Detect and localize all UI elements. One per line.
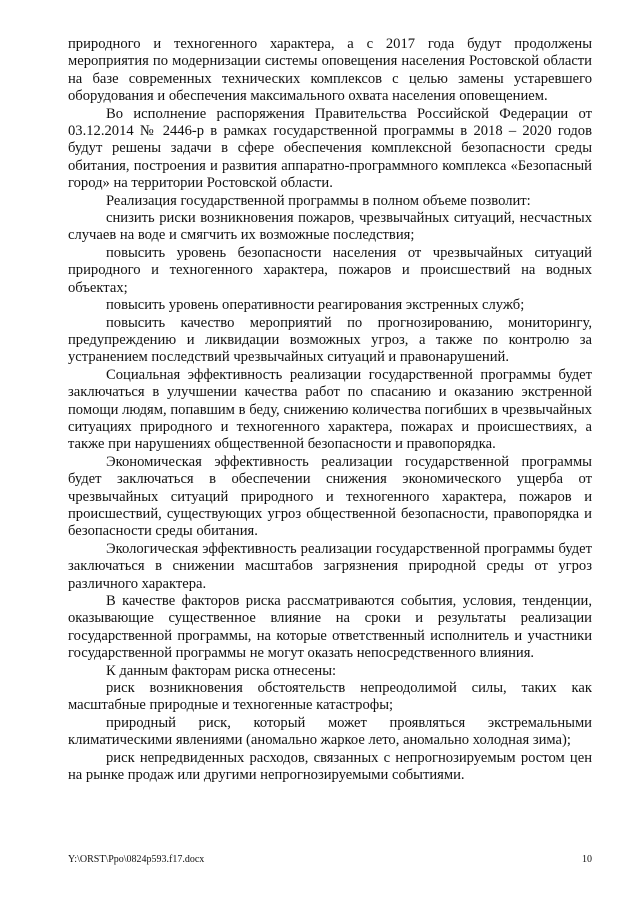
paragraph: Реализация государственной программы в полном объеме позволит: — [106, 192, 531, 209]
paragraph: К данным факторам риска отнесены: — [106, 662, 337, 679]
body-text — [68, 36, 592, 784]
list-item: повысить качество мероприятий по прогнозированию, мониторингу, предупреждению и ликвидации возможных угроз, а также по контролю за устранением последствий чрезвычайных ситуаций и правонарушений. — [68, 314, 592, 366]
paragraph: Социальная эффективность реализации государственной программы будет заключаться в улучшении качества работ по спасанию и оказанию экстренной помощи людям, попавшим в беду, снижению количества погибших в чрезвычайных ситуациях природного и техногенного характера, пожарах и происшествиях, а также при нарушениях общественной безопасности и правопорядка. — [68, 366, 592, 453]
paragraph: Экологическая эффективность реализации государственной программы будет заключаться в снижении масштабов загрязнения природной среды от угроз различного характера. — [68, 540, 592, 592]
paragraph: Экономическая эффективность реализации государственной программы будет заключаться в обеспечении снижения экономического ущерба от чрезвычайных ситуаций природного и техногенного характера, пожаров и происшествий, существующих угроз общественной безопасности, правопорядка и безопасности среды обитания. — [68, 453, 592, 540]
list-item: природный риск, который может проявляться экстремальными климатическими явлениями (аномально жаркое лето, аномально холодная зима); — [68, 714, 592, 749]
paragraph: В качестве факторов риска рассматриваются события, условия, тенденции, оказывающие существенное влияние на сроки и результаты реализации государственной программы, на которые ответственный исполнитель и участники государственной программы не могут оказать непосредственного влияния. — [68, 593, 592, 662]
list-item: снизить риски возникновения пожаров, чрезвычайных ситуаций, несчастных случаев на воде и смягчить их возможные последствия; — [68, 210, 592, 244]
file-path: Y:\ORST\Ppo\0824p593.f17.docx — [68, 854, 205, 865]
page-number: 10 — [582, 854, 592, 865]
list-item: риск возникновения обстоятельств непреодолимой силы, таких как масштабные природные и техногенные катастрофы; — [68, 680, 592, 714]
list-item: риск непредвиденных расходов, связанных с непрогнозируемым ростом цен на рынке продаж или другими непрогнозируемыми событиями. — [68, 749, 592, 784]
paragraph: Во исполнение распоряжения Правительства Российской Федерации от 03.12.2014 № 2446-р в рамках государственной программы в 2018 – 2020 годов будут решены задачи в сфере обеспечения комплексной безопасности среды обитания, построения и развития аппаратно-программного комплекса «Безопасный город» на территории Ростовской области. — [68, 105, 592, 192]
paragraph-continuation: природного и техногенного характера, а с 2017 года будут продолжены мероприятия по модернизации системы оповещения населения Ростовской области на базе современных технических комплексов с целью замены устаревшего оборудования и обеспечения максимального охвата населения оповещением. — [68, 36, 592, 105]
list-item: повысить уровень безопасности населения от чрезвычайных ситуаций природного и техногенного характера, пожаров и происшествий на водных объектах; — [68, 244, 592, 296]
list-item: повысить уровень оперативности реагирования экстренных служб; — [106, 297, 525, 314]
